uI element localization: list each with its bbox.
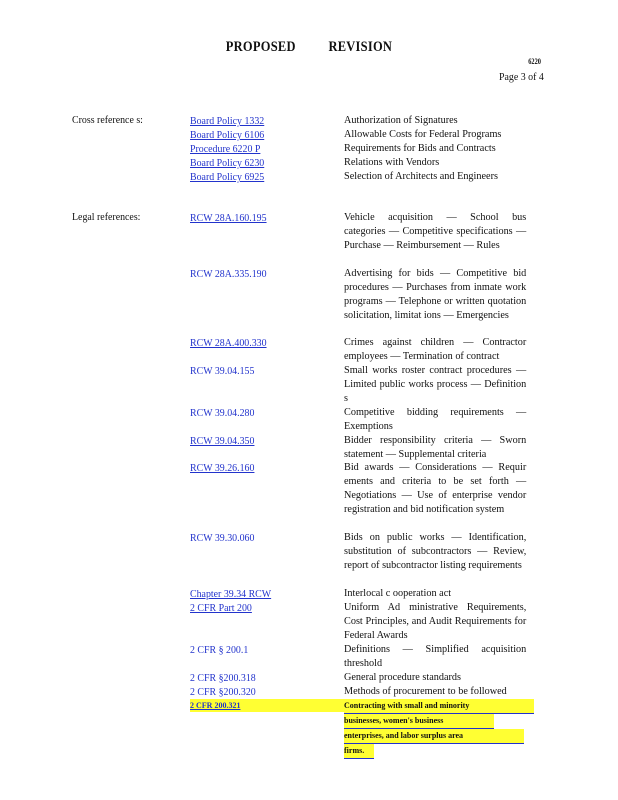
new-desc-line: firms. <box>344 744 374 759</box>
new-legal-ref-desc <box>344 699 534 759</box>
legal-ref-link[interactable]: Chapter 39.34 RCW <box>190 588 272 600</box>
cross-ref-link[interactable]: Board Policy 6925 <box>190 171 265 183</box>
title-word-revision: REVISION <box>328 39 393 55</box>
legal-ref-link[interactable]: RCW 28A.160.195 <box>190 212 267 224</box>
page-title <box>43 39 574 56</box>
legal-ref-link[interactable]: RCW 39.04.155 <box>190 365 255 377</box>
cross-reference-label: Cross reference s: <box>72 114 143 126</box>
legal-ref-desc: Uniform Ad ministrative Requirements, Cost Principles, and Audit Requirements for Federal Awards <box>344 601 527 641</box>
legal-ref-link[interactable]: RCW 39.04.280 <box>190 407 255 419</box>
cross-ref-desc: Allowable Costs for Federal Programs <box>344 128 502 140</box>
legal-ref-link[interactable]: RCW 39.30.060 <box>190 532 255 544</box>
cross-ref-desc: Relations with Vendors <box>344 156 440 168</box>
legal-ref-link[interactable]: RCW 39.26.160 <box>190 462 255 474</box>
page-number: Page 3 of 4 <box>499 71 544 83</box>
legal-ref-desc: General procedure standards <box>344 671 462 683</box>
legal-ref-desc: Advertising for bids — Competitive bid procedures — Purchases from inmate work programs — Telephone or written quotation solicitation, limitat ions — Emergencies <box>344 267 527 321</box>
legal-ref-desc: Competitive bidding requirements — Exemptions <box>344 406 527 432</box>
cross-ref-desc: Requirements for Bids and Contracts <box>344 142 496 154</box>
legal-ref-link[interactable]: 2 CFR Part 200 <box>190 602 252 614</box>
legal-ref-link[interactable]: 2 CFR §200.320 <box>190 686 256 698</box>
legal-ref-desc: Methods of procurement to be followed <box>344 685 507 697</box>
legal-ref-desc: Bidder responsibility criteria — Sworn statement — Supplemental criteria <box>344 434 527 460</box>
legal-ref-desc: Bid awards — Considerations — Requir ements and criteria to be set forth — Negotiations — Use of enterprise vendor registration and bid notification system <box>344 461 527 515</box>
cross-ref-link[interactable]: Procedure 6220 P <box>190 143 261 155</box>
legal-ref-desc: Interlocal c ooperation act <box>344 587 452 599</box>
legal-ref-link[interactable]: 2 CFR §200.318 <box>190 672 256 684</box>
new-desc-line: enterprises, and labor surplus area <box>344 729 524 744</box>
cross-ref-desc: Authorization of Signatures <box>344 114 458 126</box>
legal-ref-link[interactable]: RCW 28A.400.330 <box>190 337 267 349</box>
legal-ref-link[interactable]: 2 CFR § 200.1 <box>190 644 249 656</box>
new-desc-line: Contracting with small and minority <box>344 699 534 714</box>
cross-ref-desc: Selection of Architects and Engineers <box>344 170 498 182</box>
legal-ref-desc: Vehicle acquisition — School bus categories — Competitive specifications — Purchase — Reimbursement — Rules <box>344 211 527 251</box>
new-desc-line: businesses, women's business <box>344 714 494 729</box>
legal-ref-desc: Crimes against children — Contractor employees — Termination of contract <box>344 336 527 362</box>
new-legal-ref-link[interactable]: 2 CFR 200.321 <box>190 701 241 710</box>
cross-ref-link[interactable]: Board Policy 1332 <box>190 115 265 127</box>
policy-number: 6220 <box>528 57 541 66</box>
legal-references-label: Legal references: <box>72 211 141 223</box>
legal-ref-link[interactable]: RCW 28A.335.190 <box>190 268 267 280</box>
title-word-proposed: PROPOSED <box>225 39 296 55</box>
legal-ref-desc: Bids on public works — Identification, substitution of subcontractors — Review, report of subcontractor listing requirements <box>344 531 527 571</box>
legal-ref-link[interactable]: RCW 39.04.350 <box>190 435 255 447</box>
cross-ref-link[interactable]: Board Policy 6230 <box>190 157 265 169</box>
cross-ref-link[interactable]: Board Policy 6106 <box>190 129 265 141</box>
legal-ref-desc: Definitions — Simplified acquisition threshold <box>344 643 527 669</box>
legal-ref-desc: Small works roster contract procedures — Limited public works process — Definition s <box>344 364 527 404</box>
